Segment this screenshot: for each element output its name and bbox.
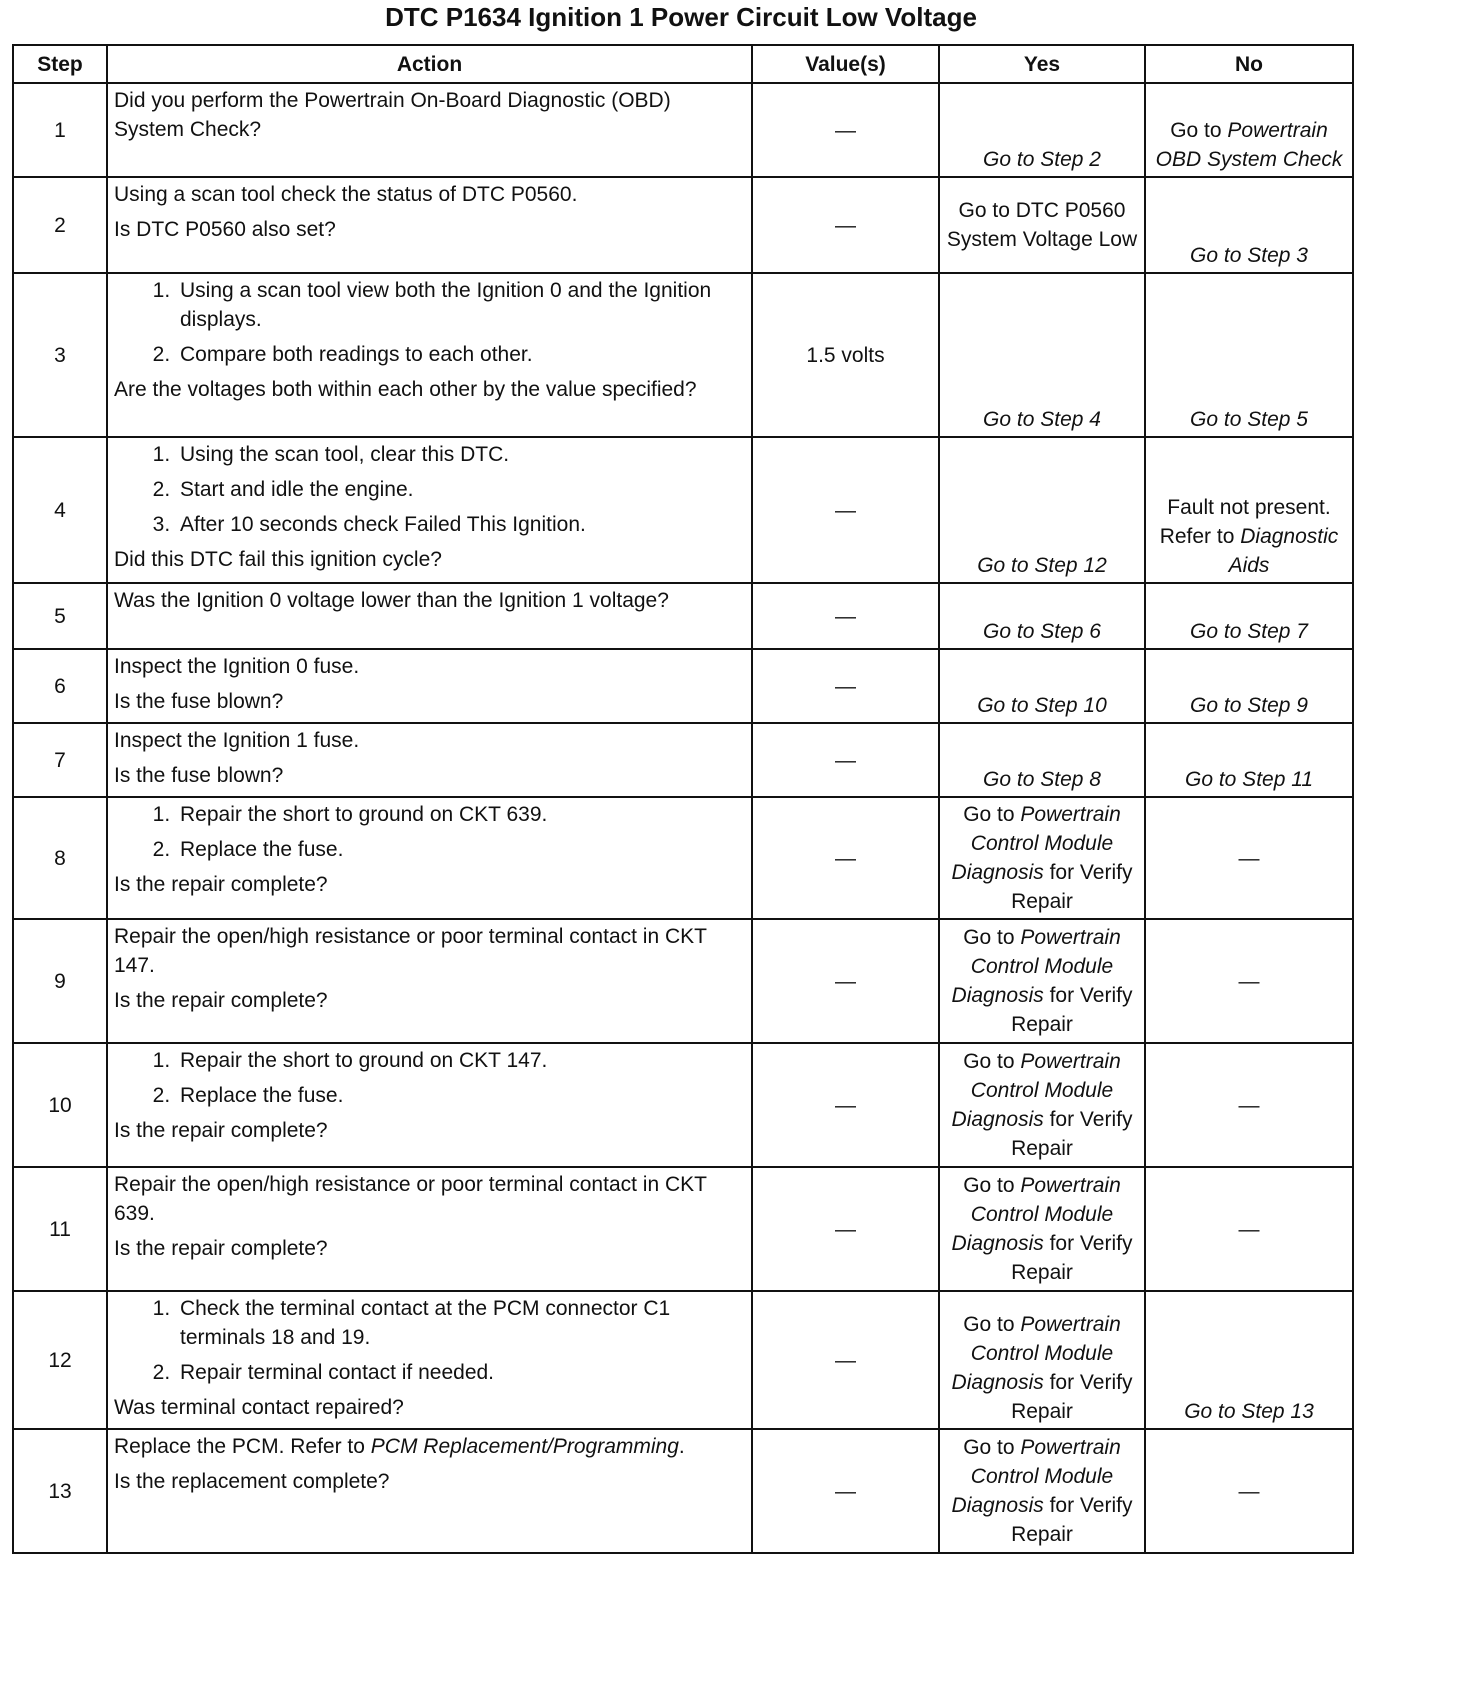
step-number: 12 — [13, 1291, 107, 1429]
value-cell: — — [752, 1429, 939, 1553]
action-cell — [107, 723, 752, 797]
cell-text: for Verify Repair — [1011, 1232, 1133, 1284]
cell-text: for Verify Repair — [1011, 1371, 1133, 1423]
action-question: Are the voltages both within each other by the value specified? — [114, 378, 697, 401]
reference-link-text: Go to Step 10 — [977, 694, 1107, 717]
action-text: Is the fuse blown? — [114, 690, 284, 713]
header-no: No — [1145, 45, 1353, 83]
no-cell — [1145, 273, 1353, 437]
reference-link-text: Go to Step 2 — [983, 148, 1101, 171]
yes-cell — [939, 177, 1145, 273]
header-row — [13, 45, 1353, 83]
action-step: 3. After 10 seconds check Failed This Ignition. — [176, 510, 745, 539]
cell-text: — — [1238, 1479, 1260, 1503]
step-number: 6 — [13, 649, 107, 723]
reference-link-text: PCM Replacement/Programming — [370, 1435, 679, 1458]
yes-cell — [939, 1043, 1145, 1167]
step-number: 9 — [13, 919, 107, 1043]
reference-link-text: Go to Step 11 — [1184, 768, 1314, 791]
step-number: 11 — [13, 1167, 107, 1291]
cell-text: — — [1238, 1217, 1260, 1241]
yes-cell — [939, 649, 1145, 723]
action-step: 1. Repair the short to ground on CKT 639. — [176, 800, 745, 829]
table-row — [13, 1429, 1353, 1553]
no-cell — [1145, 1291, 1353, 1429]
action-step: 1. Using a scan tool view both the Ignition 0 and the Ignition displays. — [176, 276, 745, 334]
yes-cell — [939, 437, 1145, 583]
reference-link-text: Powertrain Control Module Diagnosis — [951, 1050, 1121, 1131]
action-text: Is the fuse blown? — [114, 764, 284, 787]
action-step: 2. Compare both readings to each other. — [176, 340, 745, 369]
action-question: Is the repair complete? — [114, 873, 328, 896]
table-row — [13, 583, 1353, 649]
reference-link-text: Go to Step 6 — [983, 620, 1101, 643]
action-text: Is the replacement complete? — [114, 1470, 390, 1493]
no-cell — [1145, 1167, 1353, 1291]
action-steps-list — [114, 800, 745, 864]
action-step: 2. Start and idle the engine. — [176, 475, 745, 504]
action-cell — [107, 437, 752, 583]
action-cell — [107, 1043, 752, 1167]
action-cell — [107, 273, 752, 437]
action-question: Was terminal contact repaired? — [114, 1396, 404, 1419]
action-step: 1. Using the scan tool, clear this DTC. — [176, 440, 745, 469]
action-text: Is the repair complete? — [114, 1237, 328, 1260]
action-steps-list — [114, 276, 745, 369]
no-cell — [1145, 177, 1353, 273]
action-cell — [107, 83, 752, 177]
action-text: Did you perform the Powertrain On-Board Diagnostic (OBD) System Check? — [114, 89, 671, 141]
action-text: Using a scan tool check the status of DTC P0560. — [114, 183, 578, 206]
reference-link-text: Go to Step 12 — [977, 554, 1107, 577]
table-row — [13, 437, 1353, 583]
action-cell — [107, 177, 752, 273]
reference-link-text: Powertrain Control Module Diagnosis — [951, 1313, 1121, 1394]
no-cell — [1145, 723, 1353, 797]
step-number: 1 — [13, 83, 107, 177]
reference-link-text: Powertrain Control Module Diagnosis — [951, 926, 1121, 1007]
value-cell: — — [752, 797, 939, 919]
no-cell — [1145, 919, 1353, 1043]
action-text: Inspect the Ignition 0 fuse. — [114, 655, 360, 678]
cell-text: Replace the PCM. Refer to — [114, 1435, 365, 1458]
action-cell — [107, 649, 752, 723]
action-step: 1. Repair the short to ground on CKT 147. — [176, 1046, 745, 1075]
step-number: 10 — [13, 1043, 107, 1167]
cell-text: for Verify Repair — [1011, 984, 1133, 1036]
reference-link-text: Go to Step 3 — [1190, 244, 1308, 267]
action-text: Is DTC P0560 also set? — [114, 218, 336, 241]
reference-link-text: Diagnostic Aids — [1228, 525, 1339, 577]
action-step: 1. Check the terminal contact at the PCM connector C1 terminals 18 and 19. — [176, 1294, 745, 1352]
value-cell: — — [752, 1043, 939, 1167]
no-cell — [1145, 1043, 1353, 1167]
cell-text: Go to — [963, 926, 1015, 949]
action-cell — [107, 583, 752, 649]
step-number: 4 — [13, 437, 107, 583]
action-text: Repair the open/high resistance or poor terminal contact in CKT 147. — [114, 925, 707, 977]
no-cell — [1145, 437, 1353, 583]
cell-text: for Verify Repair — [1011, 1494, 1133, 1546]
value-cell: — — [752, 723, 939, 797]
reference-link-text: Go to Step 4 — [983, 408, 1101, 431]
action-cell — [107, 1429, 752, 1553]
step-number: 8 — [13, 797, 107, 919]
action-question: Is the repair complete? — [114, 1119, 328, 1142]
cell-text: Go to DTC P0560 System Voltage Low — [946, 199, 1138, 251]
yes-cell — [939, 83, 1145, 177]
reference-link-text: Powertrain Control Module Diagnosis — [951, 1174, 1121, 1255]
action-cell — [107, 1167, 752, 1291]
cell-text: Go to — [963, 1313, 1015, 1336]
cell-text: Go to — [963, 1174, 1015, 1197]
reference-link-text: Powertrain Control Module Diagnosis — [951, 1436, 1121, 1517]
cell-text: . — [678, 1435, 685, 1458]
value-cell: — — [752, 437, 939, 583]
header-values: Value(s) — [752, 45, 939, 83]
cell-text: Go to — [963, 803, 1015, 826]
cell-text: — — [1238, 846, 1260, 870]
cell-text: Go to — [1170, 119, 1222, 142]
table-row — [13, 919, 1353, 1043]
reference-link-text: Go to Step 9 — [1190, 694, 1308, 717]
action-steps-list — [114, 1294, 745, 1387]
step-number: 13 — [13, 1429, 107, 1553]
reference-link-text: Go to Step 7 — [1190, 620, 1308, 643]
cell-text: for Verify Repair — [1011, 861, 1133, 913]
cell-text: for Verify Repair — [1011, 1108, 1133, 1160]
step-number: 7 — [13, 723, 107, 797]
table-row — [13, 797, 1353, 919]
action-step: 2. Replace the fuse. — [176, 835, 745, 864]
no-cell — [1145, 797, 1353, 919]
action-cell — [107, 919, 752, 1043]
yes-cell — [939, 723, 1145, 797]
value-cell: — — [752, 1167, 939, 1291]
action-question: Did this DTC fail this ignition cycle? — [114, 548, 442, 571]
cell-text: — — [1238, 969, 1260, 993]
table-row — [13, 1167, 1353, 1291]
reference-link-text: Go to Step 13 — [1184, 1400, 1314, 1423]
no-cell — [1145, 583, 1353, 649]
no-cell — [1145, 649, 1353, 723]
table-row — [13, 1043, 1353, 1167]
action-steps-list — [114, 440, 745, 539]
header-action: Action — [107, 45, 752, 83]
header-step: Step — [13, 45, 107, 83]
yes-cell — [939, 1291, 1145, 1429]
cell-text: Go to — [963, 1436, 1015, 1459]
action-steps-list — [114, 1046, 745, 1110]
yes-cell — [939, 797, 1145, 919]
action-step: 2. Replace the fuse. — [176, 1081, 745, 1110]
action-step: 2. Repair terminal contact if needed. — [176, 1358, 745, 1387]
diagnostic-procedure-table — [12, 44, 1354, 1554]
action-text: Is the repair complete? — [114, 989, 328, 1012]
reference-link-text: Go to Step 5 — [1190, 408, 1308, 431]
yes-cell — [939, 273, 1145, 437]
header-yes: Yes — [939, 45, 1145, 83]
no-cell — [1145, 1429, 1353, 1553]
action-cell — [107, 797, 752, 919]
step-number: 5 — [13, 583, 107, 649]
step-number: 2 — [13, 177, 107, 273]
reference-link-text: Powertrain Control Module Diagnosis — [951, 803, 1121, 884]
cell-text: Fault not present. Refer to — [1159, 496, 1331, 548]
cell-text: Go to — [963, 1050, 1015, 1073]
action-text: Repair the open/high resistance or poor terminal contact in CKT 639. — [114, 1173, 707, 1225]
table-body — [13, 83, 1353, 1553]
value-cell: — — [752, 1291, 939, 1429]
table-row — [13, 1291, 1353, 1429]
yes-cell — [939, 1429, 1145, 1553]
reference-link-text: Powertrain OBD System Check — [1155, 119, 1343, 171]
action-text — [114, 1432, 745, 1461]
table-row — [13, 273, 1353, 437]
action-text: Inspect the Ignition 1 fuse. — [114, 729, 360, 752]
table-row — [13, 83, 1353, 177]
yes-cell — [939, 919, 1145, 1043]
value-cell: — — [752, 649, 939, 723]
reference-link-text: Go to Step 8 — [983, 768, 1101, 791]
value-cell: — — [752, 177, 939, 273]
value-cell: — — [752, 919, 939, 1043]
document-title: DTC P1634 Ignition 1 Power Circuit Low Voltage — [385, 2, 977, 32]
action-text: Was the Ignition 0 voltage lower than the Ignition 1 voltage? — [114, 589, 669, 612]
action-cell — [107, 1291, 752, 1429]
yes-cell — [939, 583, 1145, 649]
value-cell: — — [752, 83, 939, 177]
table-row — [13, 177, 1353, 273]
value-cell: 1.5 volts — [752, 273, 939, 437]
yes-cell — [939, 1167, 1145, 1291]
table-row — [13, 649, 1353, 723]
table-row — [13, 723, 1353, 797]
value-cell: — — [752, 583, 939, 649]
cell-text: — — [1238, 1093, 1260, 1117]
no-cell — [1145, 83, 1353, 177]
step-number: 3 — [13, 273, 107, 437]
